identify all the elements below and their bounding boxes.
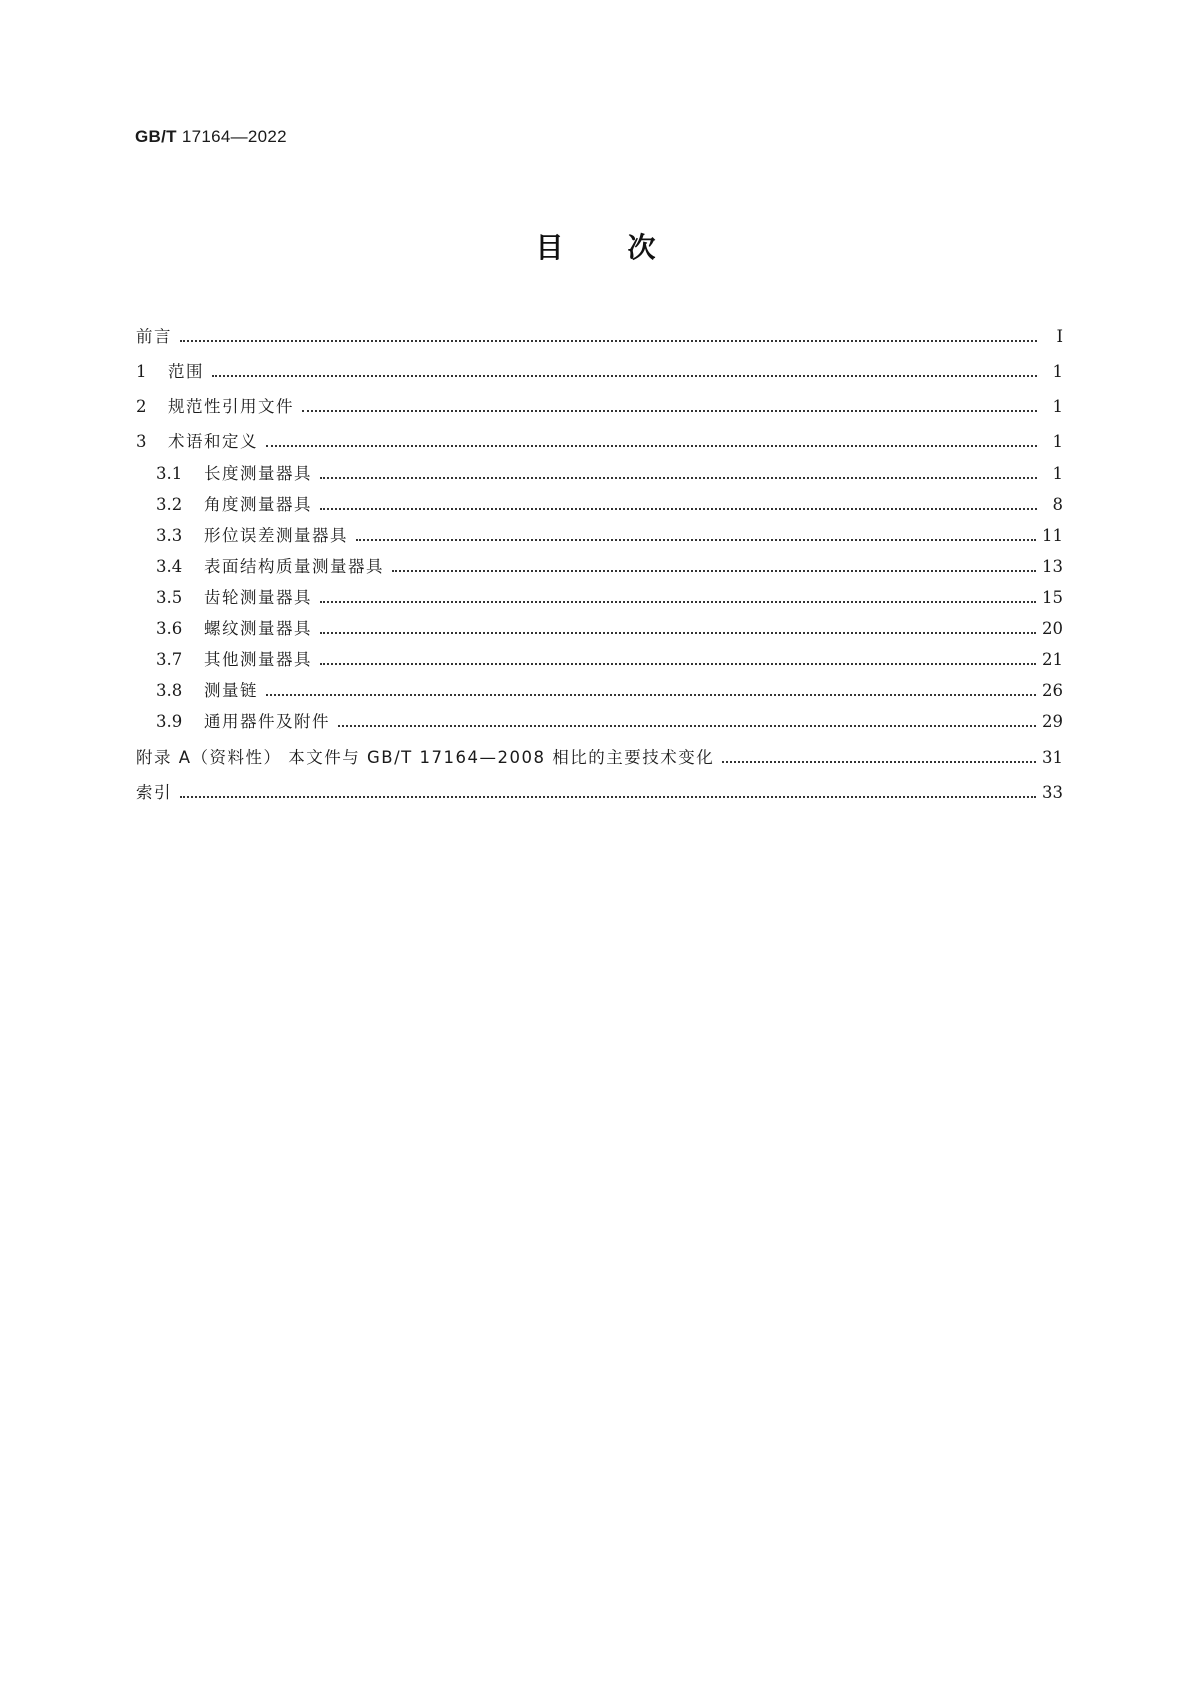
toc-dot-leader — [356, 539, 1036, 541]
toc-entry-3-9[interactable] — [156, 710, 1063, 734]
toc-dot-leader — [392, 570, 1036, 572]
toc-entry-page: 15 — [1042, 588, 1063, 607]
toc-dot-leader — [320, 508, 1037, 510]
standard-number: 17164—2022 — [181, 127, 287, 146]
toc-entry-number: 3.9 — [156, 712, 183, 731]
toc-dot-leader — [302, 410, 1037, 412]
toc-entry-page: 11 — [1042, 526, 1063, 545]
toc-entry-page: 1 — [1052, 397, 1063, 416]
toc-entry-number: 3.6 — [156, 619, 183, 638]
toc-entry-page: 1 — [1052, 362, 1063, 381]
toc-entry-number: 3.4 — [156, 557, 183, 576]
toc-entry-number: 3 — [136, 432, 147, 451]
toc-entry-label: 表面结构质量测量器具 — [204, 557, 384, 576]
toc-entry-3-4[interactable] — [156, 555, 1063, 579]
toc-entry-label: 规范性引用文件 — [168, 397, 294, 416]
toc-entry-3-5[interactable] — [156, 586, 1063, 610]
toc-entry-number: 2 — [136, 397, 147, 416]
toc-entry-page: 33 — [1042, 783, 1063, 802]
toc-dot-leader — [180, 796, 1036, 798]
toc-entry-scope[interactable] — [136, 360, 1063, 384]
toc-entry-number: 3.1 — [156, 464, 183, 483]
toc-entry-label: 索引 — [136, 783, 172, 802]
toc-entry-page: 1 — [1052, 464, 1063, 483]
toc-dot-leader — [266, 694, 1036, 696]
toc-entry-label: 螺纹测量器具 — [204, 619, 312, 638]
toc-entry-page: 20 — [1042, 619, 1063, 638]
toc-entry-number: 3.3 — [156, 526, 183, 545]
standard-code: GB/T — [135, 127, 177, 146]
toc-dot-leader — [266, 445, 1037, 447]
toc-entry-3-8[interactable] — [156, 679, 1063, 703]
toc-dot-leader — [320, 663, 1036, 665]
toc-entry-index[interactable] — [136, 781, 1063, 805]
toc-entry-page: 8 — [1052, 495, 1063, 514]
toc-dot-leader — [180, 340, 1037, 342]
toc-dot-leader — [320, 477, 1037, 479]
toc-entry-page: 1 — [1052, 432, 1063, 451]
toc-dot-leader — [212, 375, 1037, 377]
toc-entry-page: 29 — [1042, 712, 1063, 731]
toc-entry-page: 26 — [1042, 681, 1063, 700]
toc-entry-foreword[interactable] — [136, 325, 1063, 349]
toc-entry-label: 长度测量器具 — [204, 464, 312, 483]
toc-entry-label: 测量链 — [204, 681, 258, 700]
toc-title: 目次 — [535, 231, 720, 264]
toc-entry-label: 其他测量器具 — [204, 650, 312, 669]
toc-entry-terms-definitions[interactable] — [136, 430, 1063, 454]
toc-entry-number: 3.8 — [156, 681, 183, 700]
toc-entry-3-1[interactable] — [156, 462, 1063, 486]
toc-entry-number: 3.2 — [156, 495, 183, 514]
toc-entry-label: 范围 — [168, 362, 204, 381]
toc-entry-label: 附录 A（资料性） 本文件与 GB/T 17164—2008 相比的主要技术变化 — [136, 748, 715, 767]
toc-entry-page: Ⅰ — [1056, 327, 1063, 346]
toc-entry-3-2[interactable] — [156, 493, 1063, 517]
toc-dot-leader — [320, 632, 1036, 634]
toc-entry-3-6[interactable] — [156, 617, 1063, 641]
toc-entry-page: 13 — [1042, 557, 1063, 576]
standard-number-header — [135, 127, 287, 147]
toc-entry-page: 21 — [1042, 650, 1063, 669]
toc-entry-label: 齿轮测量器具 — [204, 588, 312, 607]
toc-entry-number: 3.7 — [156, 650, 183, 669]
toc-entry-label: 前言 — [136, 327, 172, 346]
toc-entry-label: 术语和定义 — [168, 432, 258, 451]
toc-entry-label: 通用器件及附件 — [204, 712, 330, 731]
toc-entry-annex-a[interactable] — [136, 746, 1063, 770]
toc-entry-normative-references[interactable] — [136, 395, 1063, 419]
toc-entry-label: 形位误差测量器具 — [204, 526, 348, 545]
toc-entry-3-3[interactable] — [156, 524, 1063, 548]
toc-dot-leader — [320, 601, 1036, 603]
toc-dot-leader — [338, 725, 1036, 727]
toc-entry-number: 1 — [136, 362, 147, 381]
toc-entry-label: 角度测量器具 — [204, 495, 312, 514]
toc-entry-page: 31 — [1042, 748, 1063, 767]
toc-entry-number: 3.5 — [156, 588, 183, 607]
toc-dot-leader — [722, 761, 1036, 763]
toc-entry-3-7[interactable] — [156, 648, 1063, 672]
